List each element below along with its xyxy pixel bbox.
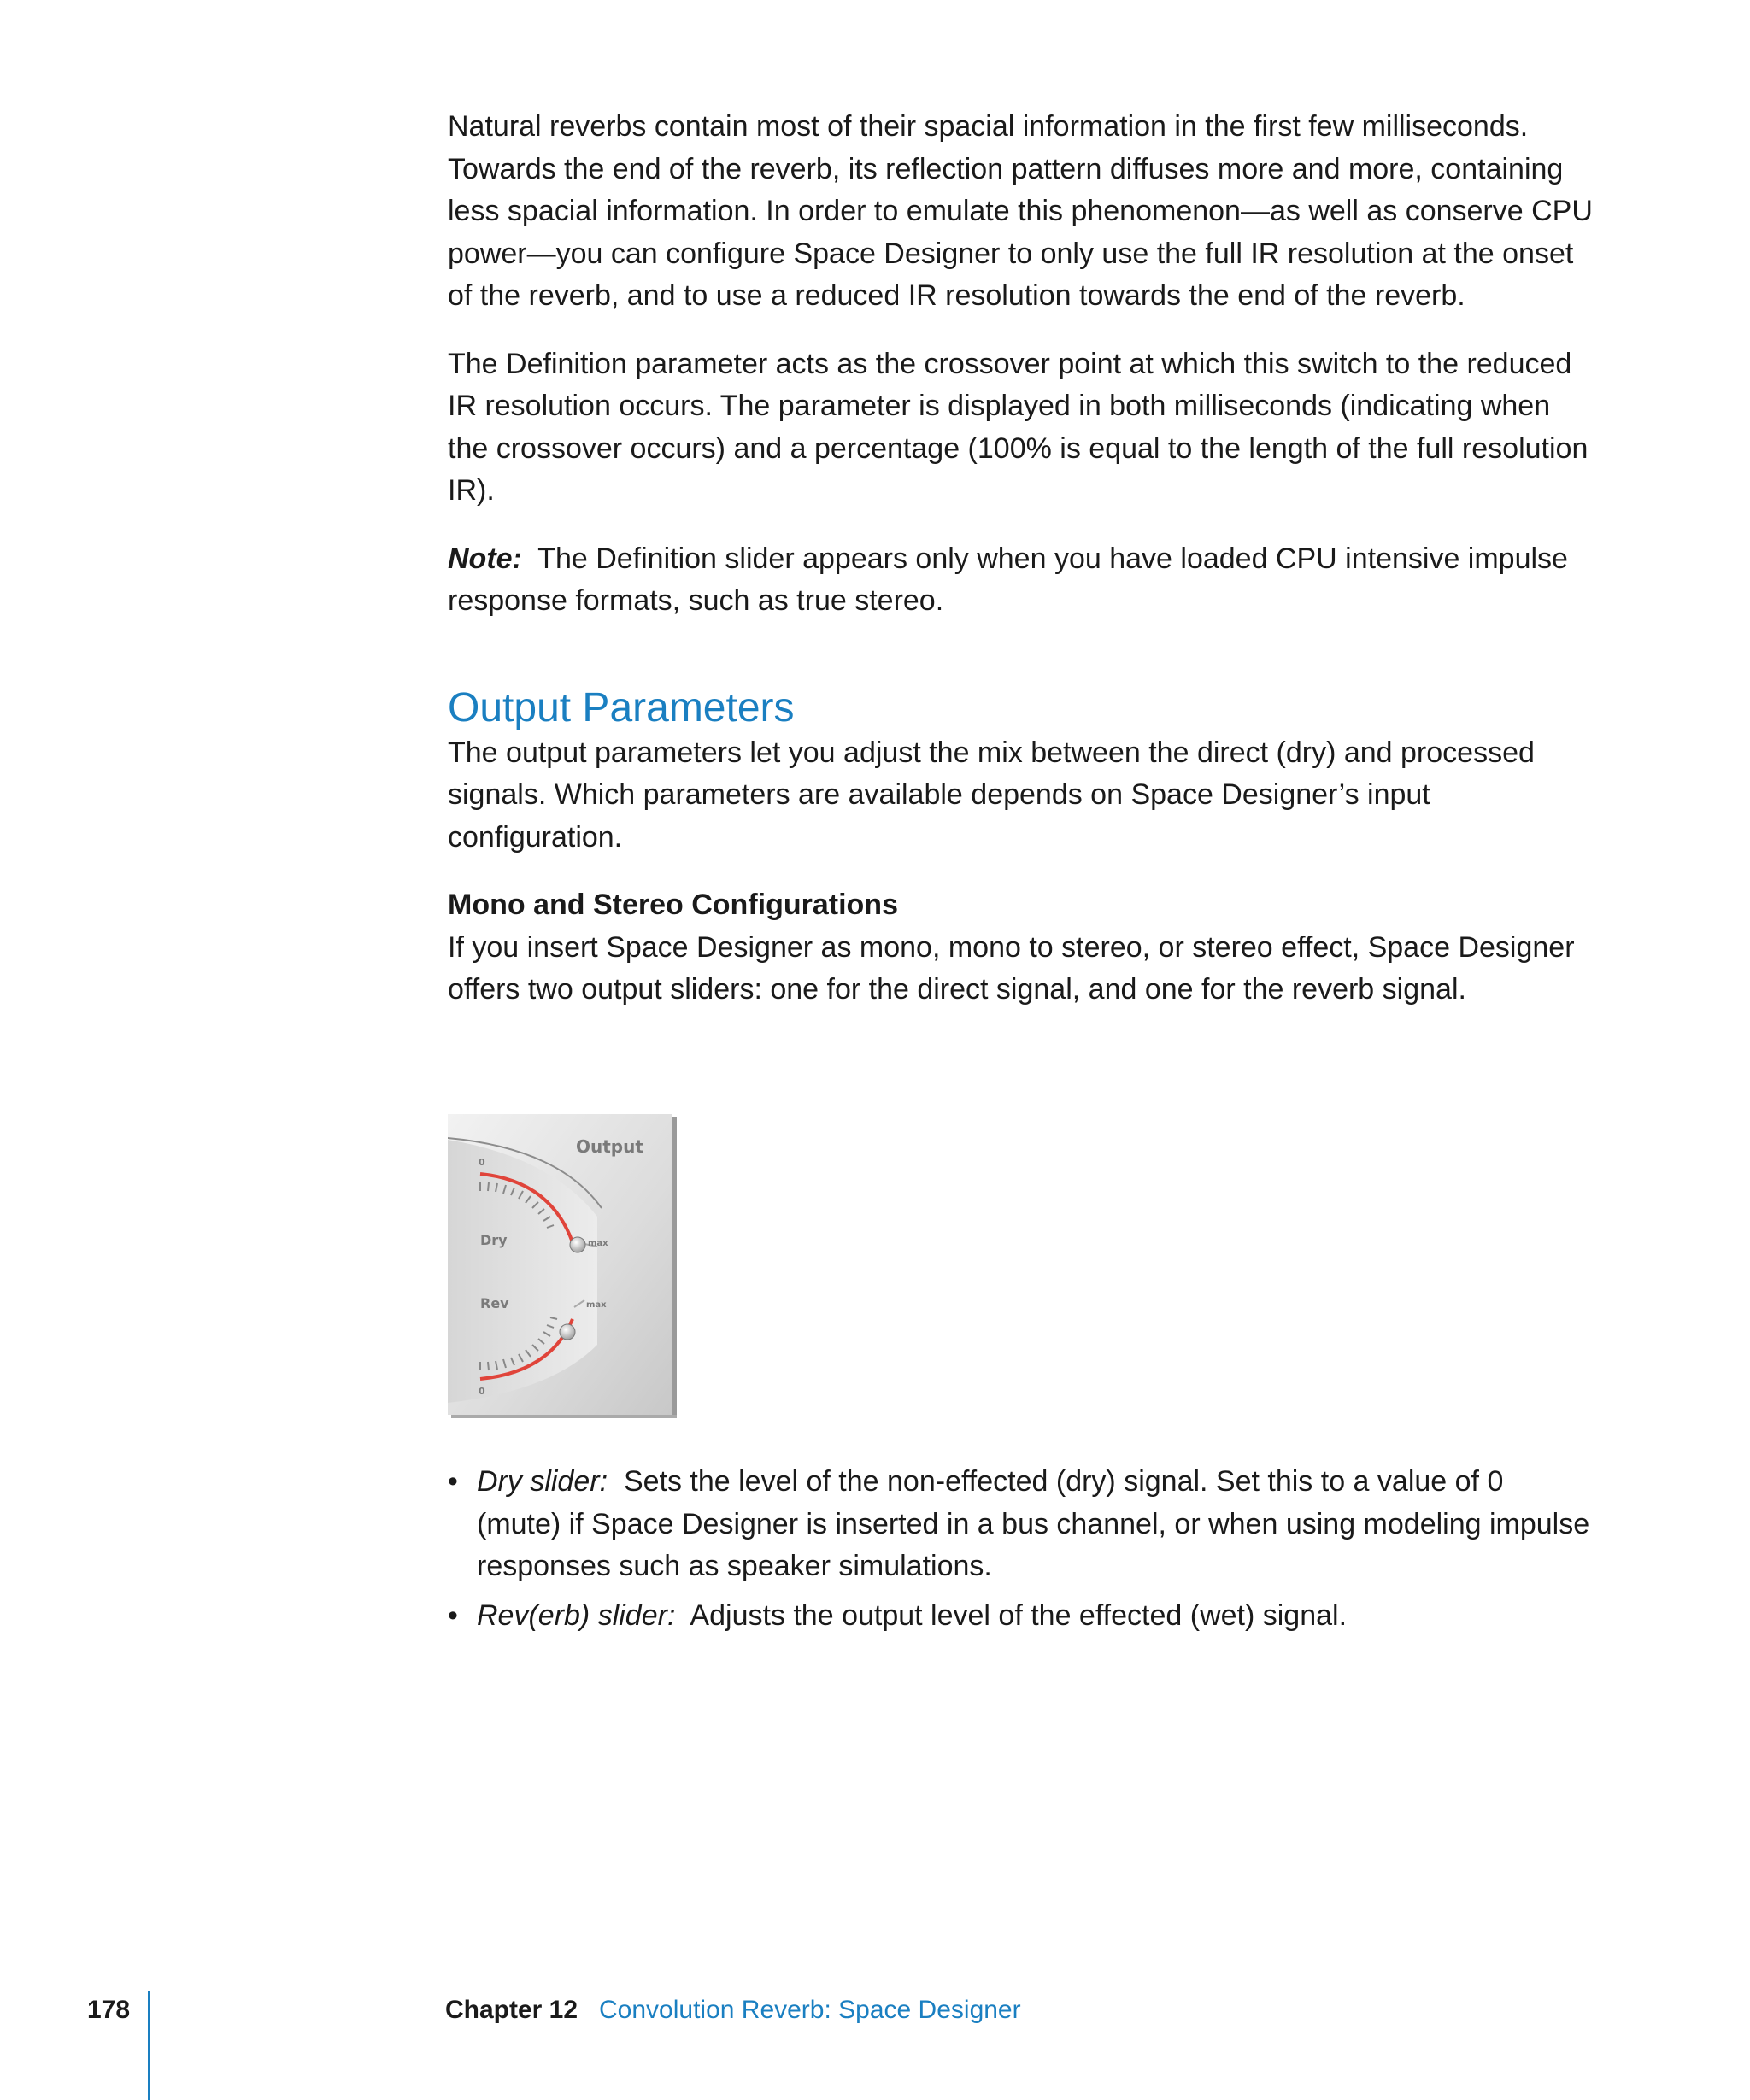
parameter-list — [448, 1461, 1593, 1644]
bullet-text: Adjusts the output level of the effected (wet) signal. — [690, 1598, 1348, 1632]
paragraph-intro: Natural reverbs contain most of their spacial information in the first few milliseconds. Towards the end of the reverb, its reflection pattern diffuses more and more, containing less spacial information. In order to emulate this phenomenon—as well as conserve CPU power—you can configure Space Designer to only use the full IR resolution at the onset of the reverb, and to use a reduced IR resolution towards the end of the reverb. — [448, 110, 1593, 312]
page-number: 178 — [87, 1996, 131, 2024]
footer-chapter: Chapter 12 — [445, 1996, 578, 2024]
subheading: Mono and Stereo Configurations — [448, 889, 898, 921]
list-item-dry — [448, 1461, 1593, 1588]
rev-slider-knob[interactable] — [560, 1324, 575, 1340]
rev-label: Rev — [480, 1295, 509, 1311]
list-item-rev — [448, 1595, 1593, 1638]
zero-bottom-label: 0 — [479, 1386, 485, 1397]
section-intro: The output parameters let you adjust the mix between the direct (dry) and processed signals. Which parameters are available depends on Space Designer’s input configuration. — [448, 736, 1535, 853]
bullet-term: Dry slider: — [477, 1465, 608, 1498]
footer-chapter-title: Convolution Reverb: Space Designer — [599, 1996, 1021, 2024]
subheading-text: If you insert Space Designer as mono, mono to stereo, or stereo effect, Space Designer offers two output sliders: one for the direct signal, and one for the reverb signal. — [448, 930, 1575, 1006]
section-heading: Output Parameters — [448, 684, 795, 730]
panel-shadow-right — [672, 1117, 677, 1418]
note-text: The Definition slider appears only when you have loaded CPU intensive impulse response formats, such as true stereo. — [448, 542, 1568, 617]
dry-label: Dry — [480, 1232, 508, 1248]
paragraph-definition: The Definition parameter acts as the crossover point at which this switch to the reduced IR resolution occurs. The parameter is displayed in both milliseconds (indicating when the crossover occurs) and a percentage (100% is equal to the length of the full resolution IR). — [448, 347, 1589, 507]
note-label: Note: — [448, 542, 522, 575]
output-panel-figure — [448, 1114, 677, 1418]
zero-top-label: 0 — [479, 1157, 485, 1168]
rev-max-label: max — [586, 1300, 607, 1310]
bullet-icon: • — [448, 1598, 458, 1632]
footer-rule — [148, 1991, 150, 2100]
bullet-icon: • — [448, 1465, 458, 1498]
dry-max-label: max — [588, 1239, 608, 1248]
paragraph-note — [448, 538, 1593, 623]
panel-shadow-bottom — [451, 1415, 677, 1418]
bullet-term: Rev(erb) slider: — [477, 1598, 676, 1632]
main-content — [448, 106, 1593, 1037]
dry-slider-knob[interactable] — [570, 1237, 585, 1252]
panel-title: Output — [576, 1136, 643, 1157]
bullet-text: Sets the level of the non-effected (dry) signal. Set this to a value of 0 (mute) if Space Designer is inserted in a bus channel, or when using modeling impulse responses such as speaker simulations. — [477, 1465, 1590, 1582]
